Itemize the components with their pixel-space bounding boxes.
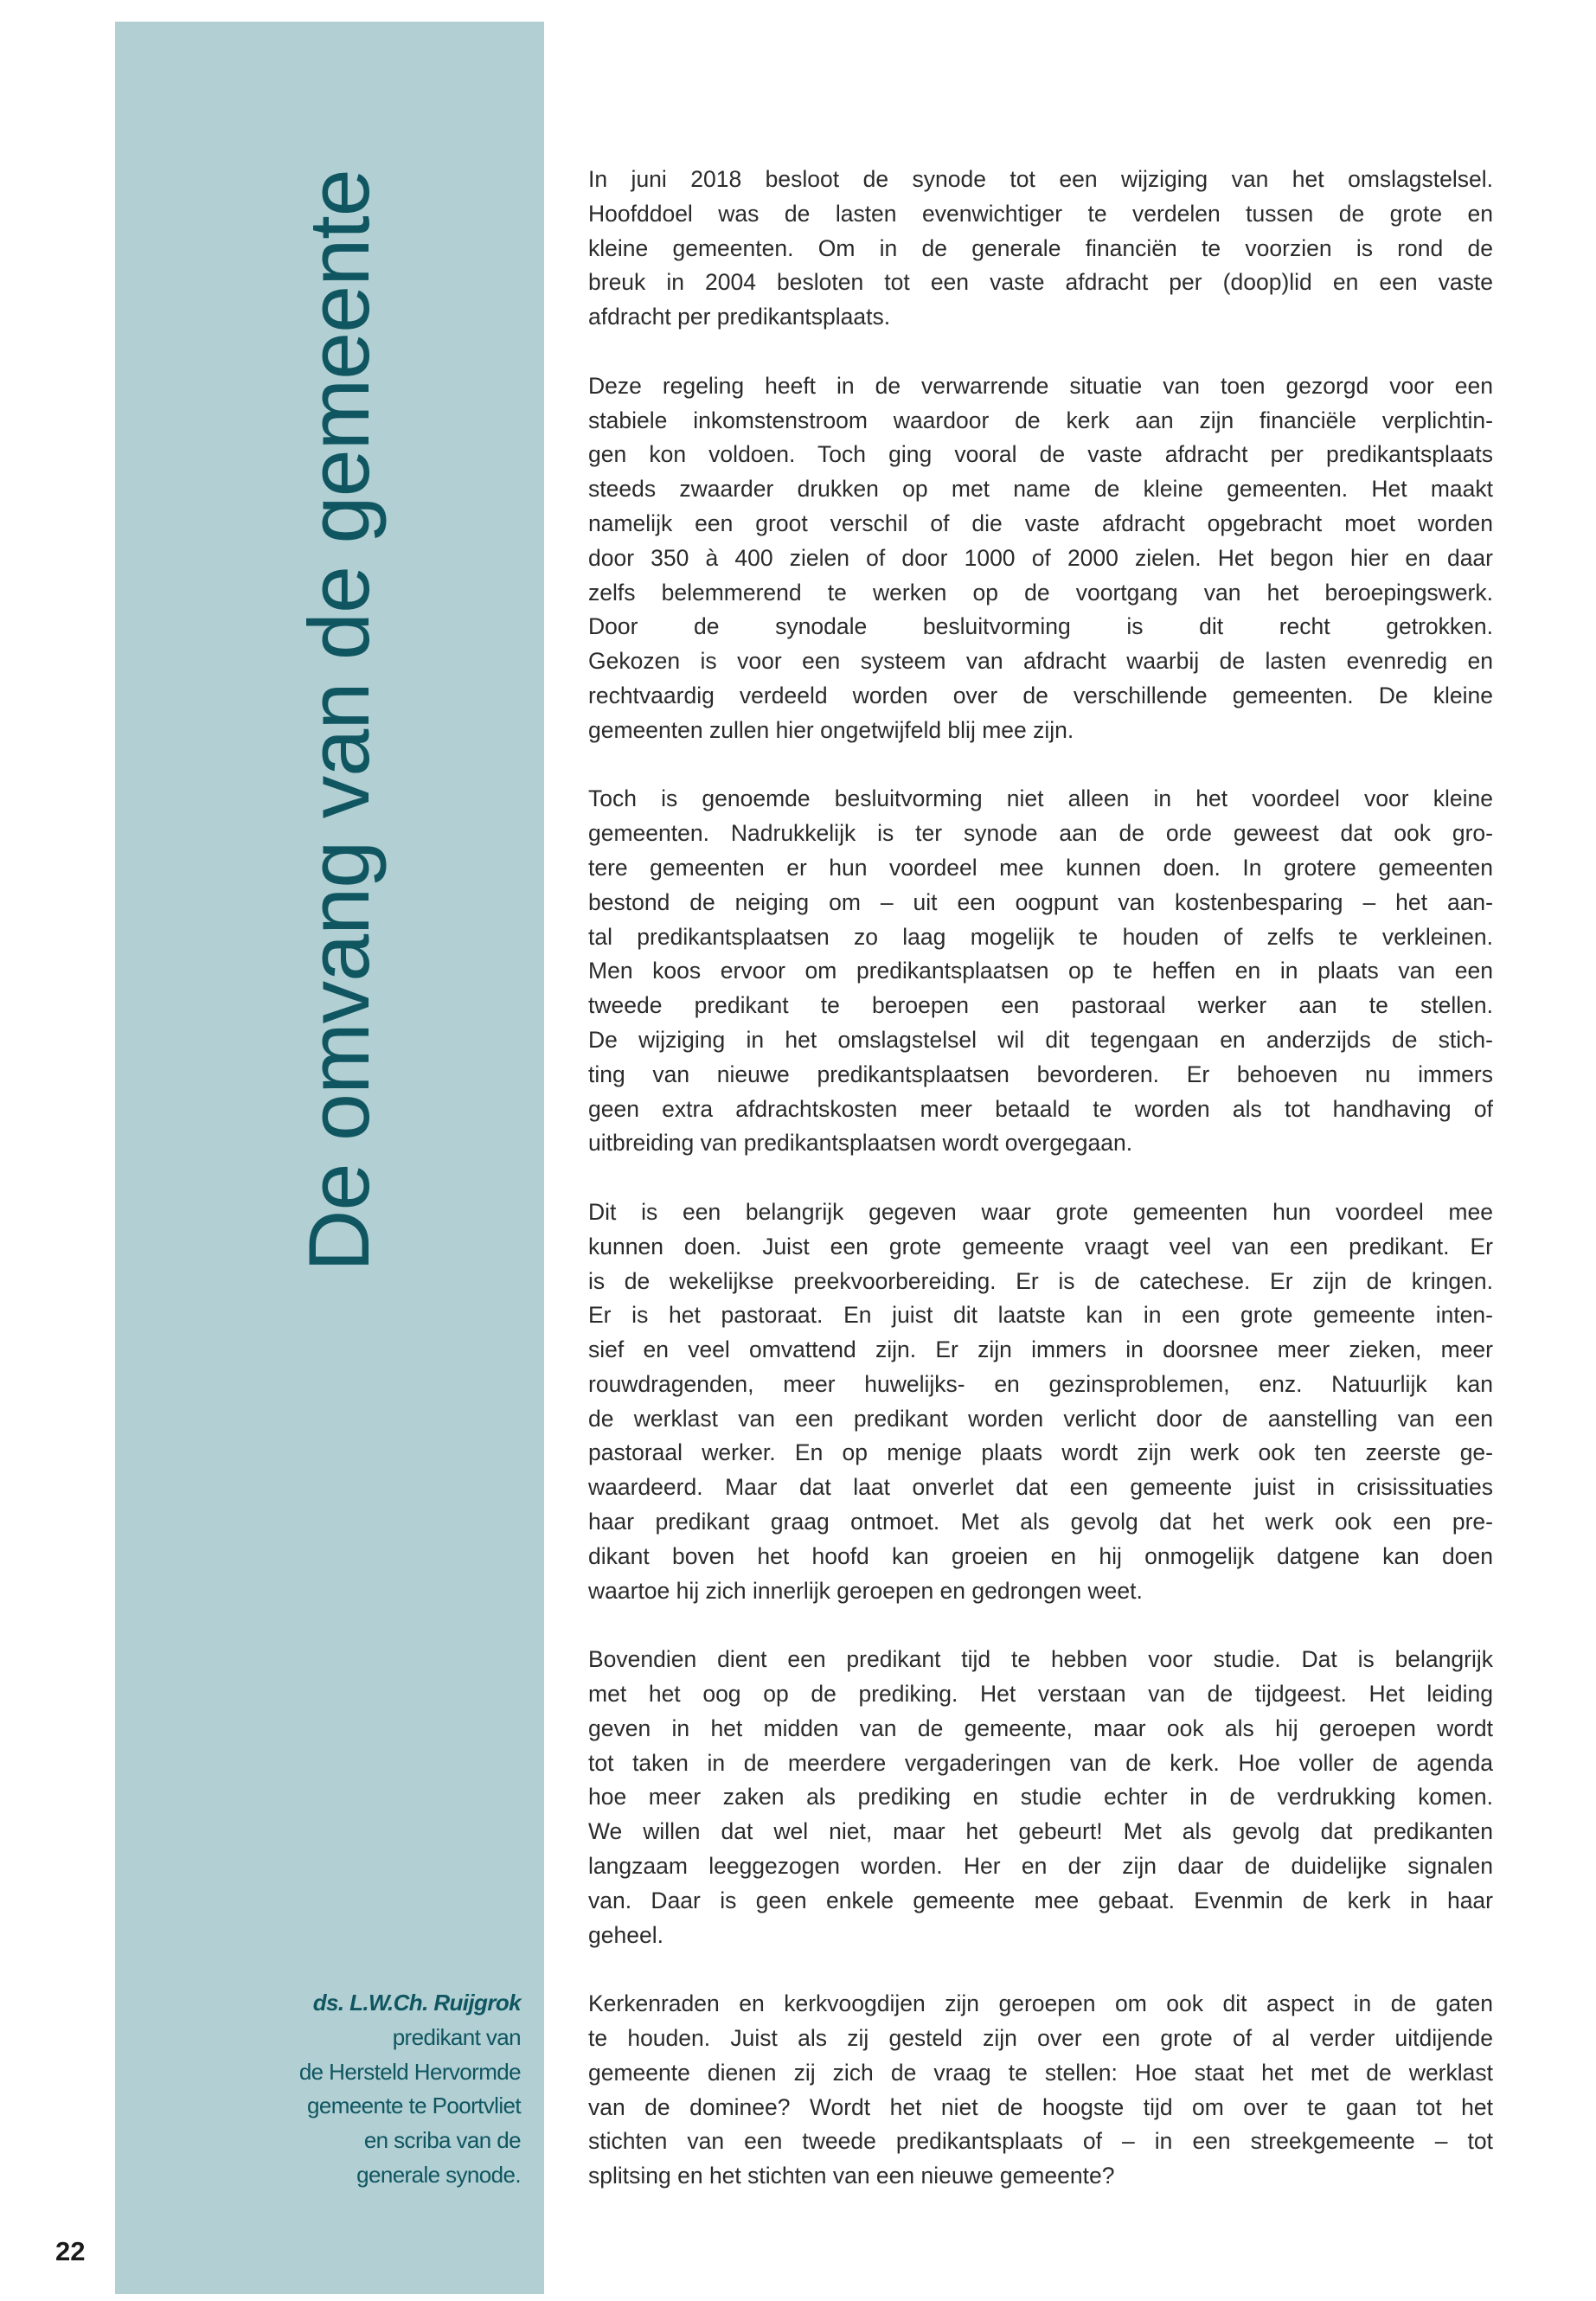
text-line: langzaam leeggezogen worden. Her en der zijn daar de duidelijke signalen	[588, 1853, 1493, 1880]
text-line: is de wekelijkse preekvoorbereiding. Er is de catechese. Er zijn de kringen.	[588, 1267, 1493, 1294]
text-line: uitbreiding van predikantsplaatsen wordt overgegaan.	[588, 1130, 1133, 1157]
text-line: tweede predikant te beroepen een pastoraal werker aan te stellen.	[588, 992, 1493, 1019]
text-line: haar predikant graag ontmoet. Met als gevolg dat het werk ook een pre-	[588, 1509, 1493, 1535]
text-line: waardeerd. Maar dat laat onverlet dat een gemeente juist in crisissituaties	[588, 1474, 1493, 1501]
text-line: In juni 2018 besloot de synode tot een wijziging van het omslagstelsel.	[588, 166, 1493, 192]
text-line: stichten van een tweede predikantsplaats of – in een streekgemeente – tot	[588, 2128, 1493, 2155]
text-line: Men koos ervoor om predikantsplaatsen op te heffen en in plaats van een	[588, 958, 1493, 984]
text-line: Dit is een belangrijk gegeven waar grote gemeenten hun voordeel mee	[588, 1198, 1493, 1225]
text-line: pastoraal werker. En op menige plaats wordt zijn werk ook ten zeerste ge-	[588, 1439, 1493, 1466]
text-line: steeds zwaarder drukken op met name de kleine gemeenten. Het maakt	[588, 476, 1493, 503]
article-body	[588, 163, 1493, 2228]
text-line: tot taken in de meerdere vergaderingen van de kerk. Hoe voller de agenda	[588, 1749, 1493, 1776]
text-line: De wijziging in het omslagstelsel wil dit tegengaan en anderzijds de stich-	[588, 1026, 1493, 1053]
text-line: gemeenten. Nadrukkelijk is ter synode aan de orde geweest dat ook gro-	[588, 820, 1493, 847]
text-line: rouwdragenden, meer huwelijks- en gezinsproblemen, enz. Natuurlijk kan	[588, 1370, 1493, 1397]
text-line: door 350 à 400 zielen of door 1000 of 2000 zielen. Het begon hier en daar	[588, 544, 1493, 571]
text-line: kunnen doen. Juist een grote gemeente vraagt veel van een predikant. Er	[588, 1233, 1493, 1259]
text-line: geven in het midden van de gemeente, maar ook als hij geroepen wordt	[588, 1715, 1493, 1741]
text-line: hoe meer zaken als prediking en studie echter in de verdrukking komen.	[588, 1784, 1493, 1811]
text-line: kleine gemeenten. Om in de generale financiën te voorzien is rond de	[588, 234, 1493, 261]
text-line: rechtvaardig verdeeld worden over de verschillende gemeenten. De kleine	[588, 682, 1493, 708]
text-line: Gekozen is voor een systeem van afdracht waarbij de lasten evenredig en	[588, 648, 1493, 675]
text-line: breuk in 2004 besloten tot een vaste afdracht per (doop)lid en een vaste	[588, 269, 1493, 296]
text-line: tere gemeenten er hun voordeel mee kunnen doen. In grotere gemeenten	[588, 854, 1493, 881]
text-line: tal predikantsplaatsen zo laag mogelijk te houden of zelfs te verkleinen.	[588, 923, 1493, 950]
text-line: namelijk een groot verschil of die vaste afdracht opgebracht moet worden	[588, 510, 1493, 536]
text-line: splitsing en het stichten van een nieuwe gemeente?	[588, 2163, 1115, 2189]
author-info-line: de Hersteld Hervormde	[298, 2058, 521, 2085]
page-number: 22	[55, 2236, 86, 2266]
author-info-line: en scriba van de	[363, 2127, 521, 2154]
text-line: bestond de neiging om – uit een oogpunt van kostenbesparing – het aan-	[588, 888, 1493, 915]
text-line: te houden. Juist als zij gesteld zijn over een grote of al verder uitdijende	[588, 2025, 1493, 2052]
text-line: dikant boven het hoofd kan groeien en hij onmogelijk datgene kan doen	[588, 1542, 1493, 1569]
text-line: de werklast van een predikant worden verlicht door de aanstelling van een	[588, 1405, 1493, 1432]
text-line: gemeenten zullen hier ongetwijfeld blij mee zijn.	[588, 716, 1074, 743]
text-line: Kerkenraden en kerkvoogdijen zijn geroepen om ook dit aspect in de gaten	[588, 1990, 1493, 2017]
text-line: met het oog op de prediking. Het verstaan van de tijdgeest. Het leiding	[588, 1681, 1493, 1708]
text-line: sief en veel omvattend zijn. Er zijn immers in doorsnee meer zieken, meer	[588, 1336, 1493, 1363]
paragraph	[588, 1643, 1493, 1952]
author-info-line: generale synode.	[356, 2161, 521, 2188]
author-info-line: gemeente te Poortvliet	[307, 2093, 521, 2119]
author-name: ds. L.W.Ch. Ruijgrok	[312, 1990, 521, 2016]
author-info-line: predikant van	[392, 2023, 521, 2050]
paragraph	[588, 1195, 1493, 1609]
text-line: gen kon voldoen. Toch ging vooral de vaste afdracht per predikantsplaats	[588, 441, 1493, 468]
text-line: geheel.	[588, 1921, 663, 1948]
paragraph	[588, 163, 1493, 335]
text-line: Door de synodale besluitvorming is dit recht getrokken.	[588, 613, 1493, 640]
text-line: ting van nieuwe predikantsplaatsen bevorderen. Er behoeven nu immers	[588, 1061, 1493, 1087]
text-line: waartoe hij zich innerlijk geroepen en gedrongen weet.	[588, 1577, 1143, 1604]
text-line: afdracht per predikantsplaats.	[588, 304, 891, 330]
text-line: Bovendien dient een predikant tijd te hebben voor studie. Dat is belangrijk	[588, 1646, 1493, 1673]
text-line: zelfs belemmerend te werken op de voortgang van het beroepingswerk.	[588, 579, 1493, 606]
text-line: gemeente dienen zij zich de vraag te stellen: Hoe staat het met de werklast	[588, 2059, 1493, 2086]
text-line: stabiele inkomstenstroom waardoor de kerk aan zijn financiële verplichtin-	[588, 407, 1493, 433]
paragraph	[588, 369, 1493, 748]
article-title: De omvang van de gemeente	[291, 170, 387, 1272]
text-line: Deze regeling heeft in de verwarrende situatie van toen gezorgd voor een	[588, 372, 1493, 399]
text-line: Hoofddoel was de lasten evenwichtiger te verdelen tussen de grote en	[588, 200, 1493, 227]
text-line: geen extra afdrachtskosten meer betaald te worden als tot handhaving of	[588, 1095, 1493, 1122]
text-line: van. Daar is geen enkele gemeente mee gebaat. Evenmin de kerk in haar	[588, 1887, 1493, 1913]
author-block	[299, 1986, 521, 2193]
text-line: Er is het pastoraat. En juist dit laatste kan in een grote gemeente inten-	[588, 1302, 1493, 1329]
text-line: van de dominee? Wordt het niet de hoogste tijd om over te gaan tot het	[588, 2093, 1493, 2120]
text-line: Toch is genoemde besluitvorming niet alleen in het voordeel voor kleine	[588, 785, 1493, 812]
text-line: We willen dat wel niet, maar het gebeurt! Met als gevolg dat predikanten	[588, 1818, 1493, 1845]
paragraph	[588, 1987, 1493, 2194]
paragraph	[588, 782, 1493, 1161]
